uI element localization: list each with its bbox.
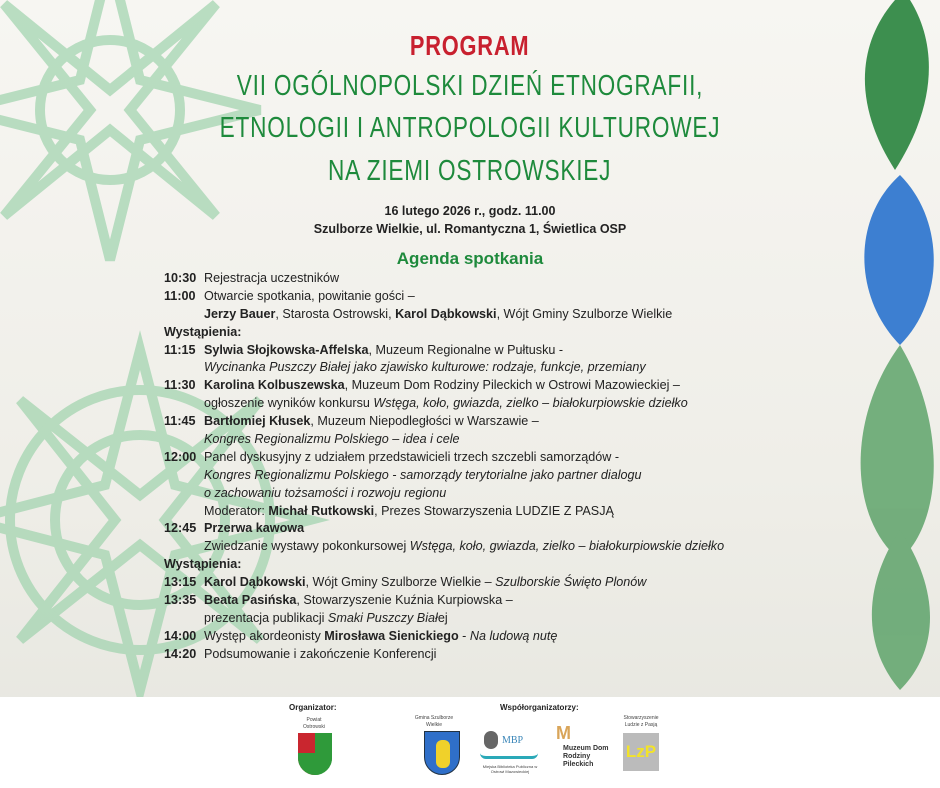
agenda-text [204, 611, 448, 625]
agenda-text-segment: , Prezes Stowarzyszenia LUDZIE Z PASJĄ [374, 503, 614, 518]
agenda-text-segment: , Muzeum Regionalne w Pułtusku - [368, 342, 564, 357]
agenda-text [204, 504, 614, 518]
coorganizers-label: Współorganizatorzy: [500, 703, 579, 712]
agenda-text-segment: prezentacja publikacji [204, 610, 328, 625]
agenda-text-segment: Rejestracja uczestników [204, 271, 340, 285]
agenda-text-segment: Michał Rutkowski [268, 503, 375, 518]
agenda-text [164, 557, 241, 571]
agenda-text-segment: Sylwia Słojkowska-Affelska [204, 342, 369, 357]
agenda-text-segment: ogłoszenie wyników konkursu [204, 396, 374, 411]
organizer-label: Organizator: [289, 703, 337, 712]
agenda-text-segment: Przerwa kawowa [204, 521, 305, 536]
agenda-time: 11:00 [164, 288, 196, 303]
agenda-text [204, 360, 646, 374]
agenda-text-segment: Wycinanka Puszczy Białej jako zjawisko kulturowe: rodzaje, funkcje, przemiany [204, 360, 646, 375]
lzp-logo: LzP [623, 733, 659, 771]
footer-sponsors [0, 697, 940, 788]
agenda-text-segment: Beata Pasińska [204, 593, 297, 608]
agenda-text-segment: Wstęga, koło, gwiazda, zielko – białokurpiowskie dziełko [409, 539, 725, 554]
agenda-text-segment: , Wójt Gminy Szulborze Wielkie – [305, 575, 496, 590]
agenda-text-segment: Karol Dąbkowski [395, 306, 497, 321]
agenda-text-segment: , Wójt Gminy Szulborze Wielkie [496, 306, 673, 321]
agenda-time: 13:35 [164, 593, 197, 608]
agenda-time: 13:15 [164, 575, 197, 590]
agenda-text [204, 521, 304, 535]
program-heading: PROGRAM [410, 30, 530, 61]
muzeum-name: Muzeum Dom Rodziny Pileckich [563, 745, 609, 768]
agenda-text-segment: , Muzeum Dom Rodziny Pileckich w Ostrowi Mazowieckiej – [344, 378, 680, 393]
agenda-time: 11:15 [164, 342, 196, 357]
mbp-name: Miejska Biblioteka Publiczna w Ostrowi Mazowieckiej [482, 764, 538, 774]
agenda-text-segment: Kongres Regionalizmu Polskiego - samorządy terytorialne jako partner dialogu [204, 467, 642, 482]
agenda-text-segment: Smaki Puszczy Biał [327, 610, 438, 625]
agenda-time: 12:45 [164, 521, 197, 536]
agenda-text-segment: Szulborskie Święto Plonów [495, 575, 647, 590]
agenda-text [204, 629, 557, 643]
agenda-text [204, 539, 724, 553]
agenda-text [204, 432, 460, 446]
agenda-text [204, 307, 672, 321]
agenda-text-segment: Wstęga, koło, gwiazda, zielko – białokurpiowskie dziełko [373, 396, 688, 411]
agenda-text [204, 289, 415, 303]
agenda-text-segment: Bartłomiej Kłusek [204, 414, 311, 429]
agenda-text [204, 486, 446, 500]
agenda-text [204, 378, 680, 392]
agenda-text-segment: Karol Dąbkowski [204, 575, 306, 590]
event-place: Szulborze Wielkie, ul. Romantyczna 1, Świetlica OSP [313, 222, 627, 236]
agenda-text-segment: Otwarcie spotkania, powitanie gości – [204, 288, 415, 303]
gmina-coat-of-arms-logo [424, 731, 460, 775]
agenda-text [204, 271, 339, 285]
agenda-time: 12:00 [164, 449, 197, 464]
agenda-text [204, 414, 539, 428]
event-title-line-3: NA ZIEMI OSTROWSKIEJ [328, 155, 612, 187]
agenda-text-segment: Podsumowanie i zakończenie Konferencji [204, 646, 437, 661]
agenda-text [204, 450, 619, 464]
agenda-title: Agenda spotkania [396, 249, 544, 268]
agenda-text-segment: Wystąpienia: [164, 324, 242, 339]
agenda-text-segment: Mirosława Sienickiego [324, 628, 459, 643]
agenda-text-segment: Zwiedzanie wystawy pokonkursowej [204, 539, 410, 554]
agenda-text-segment: Występ akordeonisty [204, 628, 325, 643]
agenda-time: 10:30 [164, 271, 197, 285]
agenda-text-segment: , Stowarzyszenie Kuźnia Kurpiowska – [296, 593, 513, 608]
event-date: 16 lutego 2026 r., godz. 11.00 [384, 204, 556, 218]
gmina-name: Gmina Szulborze Wielkie [414, 715, 454, 728]
event-title-line-2: ETNOLOGII I ANTROPOLOGII KULTUROWEJ [219, 112, 721, 144]
papercut-right-green-bottom [861, 345, 934, 690]
agenda-text-segment: Na ludową nutę [469, 628, 558, 643]
mbp-logo: MBP [480, 727, 540, 763]
agenda-text-segment: Panel dyskusyjny z udziałem przedstawicieli trzech szczebli samorządów - [204, 449, 620, 464]
agenda-text [204, 647, 436, 661]
agenda-text-segment: - [458, 628, 470, 643]
agenda-text [204, 396, 688, 410]
powiat-coat-of-arms-logo [298, 733, 332, 775]
event-title-line-1: VII OGÓLNOPOLSKI DZIEŃ ETNOGRAFII, [236, 70, 704, 102]
agenda-text [204, 343, 563, 357]
agenda-time: 11:30 [164, 378, 196, 393]
stowarzyszenie-name: Stowarzyszenie Ludzie z Pasją [623, 715, 659, 728]
agenda-text-segment: Kongres Regionalizmu Polskiego – idea i cele [204, 432, 460, 447]
agenda-text-segment: Wystąpienia: [164, 557, 242, 572]
agenda-text [204, 593, 513, 607]
agenda-time: 14:00 [164, 628, 197, 643]
muzeum-logo-mark: M [556, 723, 571, 743]
agenda-time: 11:45 [164, 414, 196, 429]
agenda-text-segment: , Starosta Ostrowski, [275, 306, 396, 321]
agenda-text-segment: Moderator: [204, 503, 269, 518]
agenda-text-segment: Jerzy Bauer [204, 306, 276, 321]
agenda-text-segment: ej [437, 610, 448, 625]
agenda-text [204, 468, 642, 482]
organizer-name: Powiat Ostrowski [303, 717, 325, 730]
agenda-time: 14:20 [164, 646, 197, 661]
agenda-text-segment: , Muzeum Niepodległości w Warszawie – [310, 414, 539, 429]
agenda-text [204, 575, 646, 589]
agenda-text [164, 325, 241, 339]
agenda-text-segment: Karolina Kolbuszewska [204, 378, 345, 393]
agenda-text-segment: o zachowaniu tożsamości i rozwoju regionu [204, 485, 447, 500]
